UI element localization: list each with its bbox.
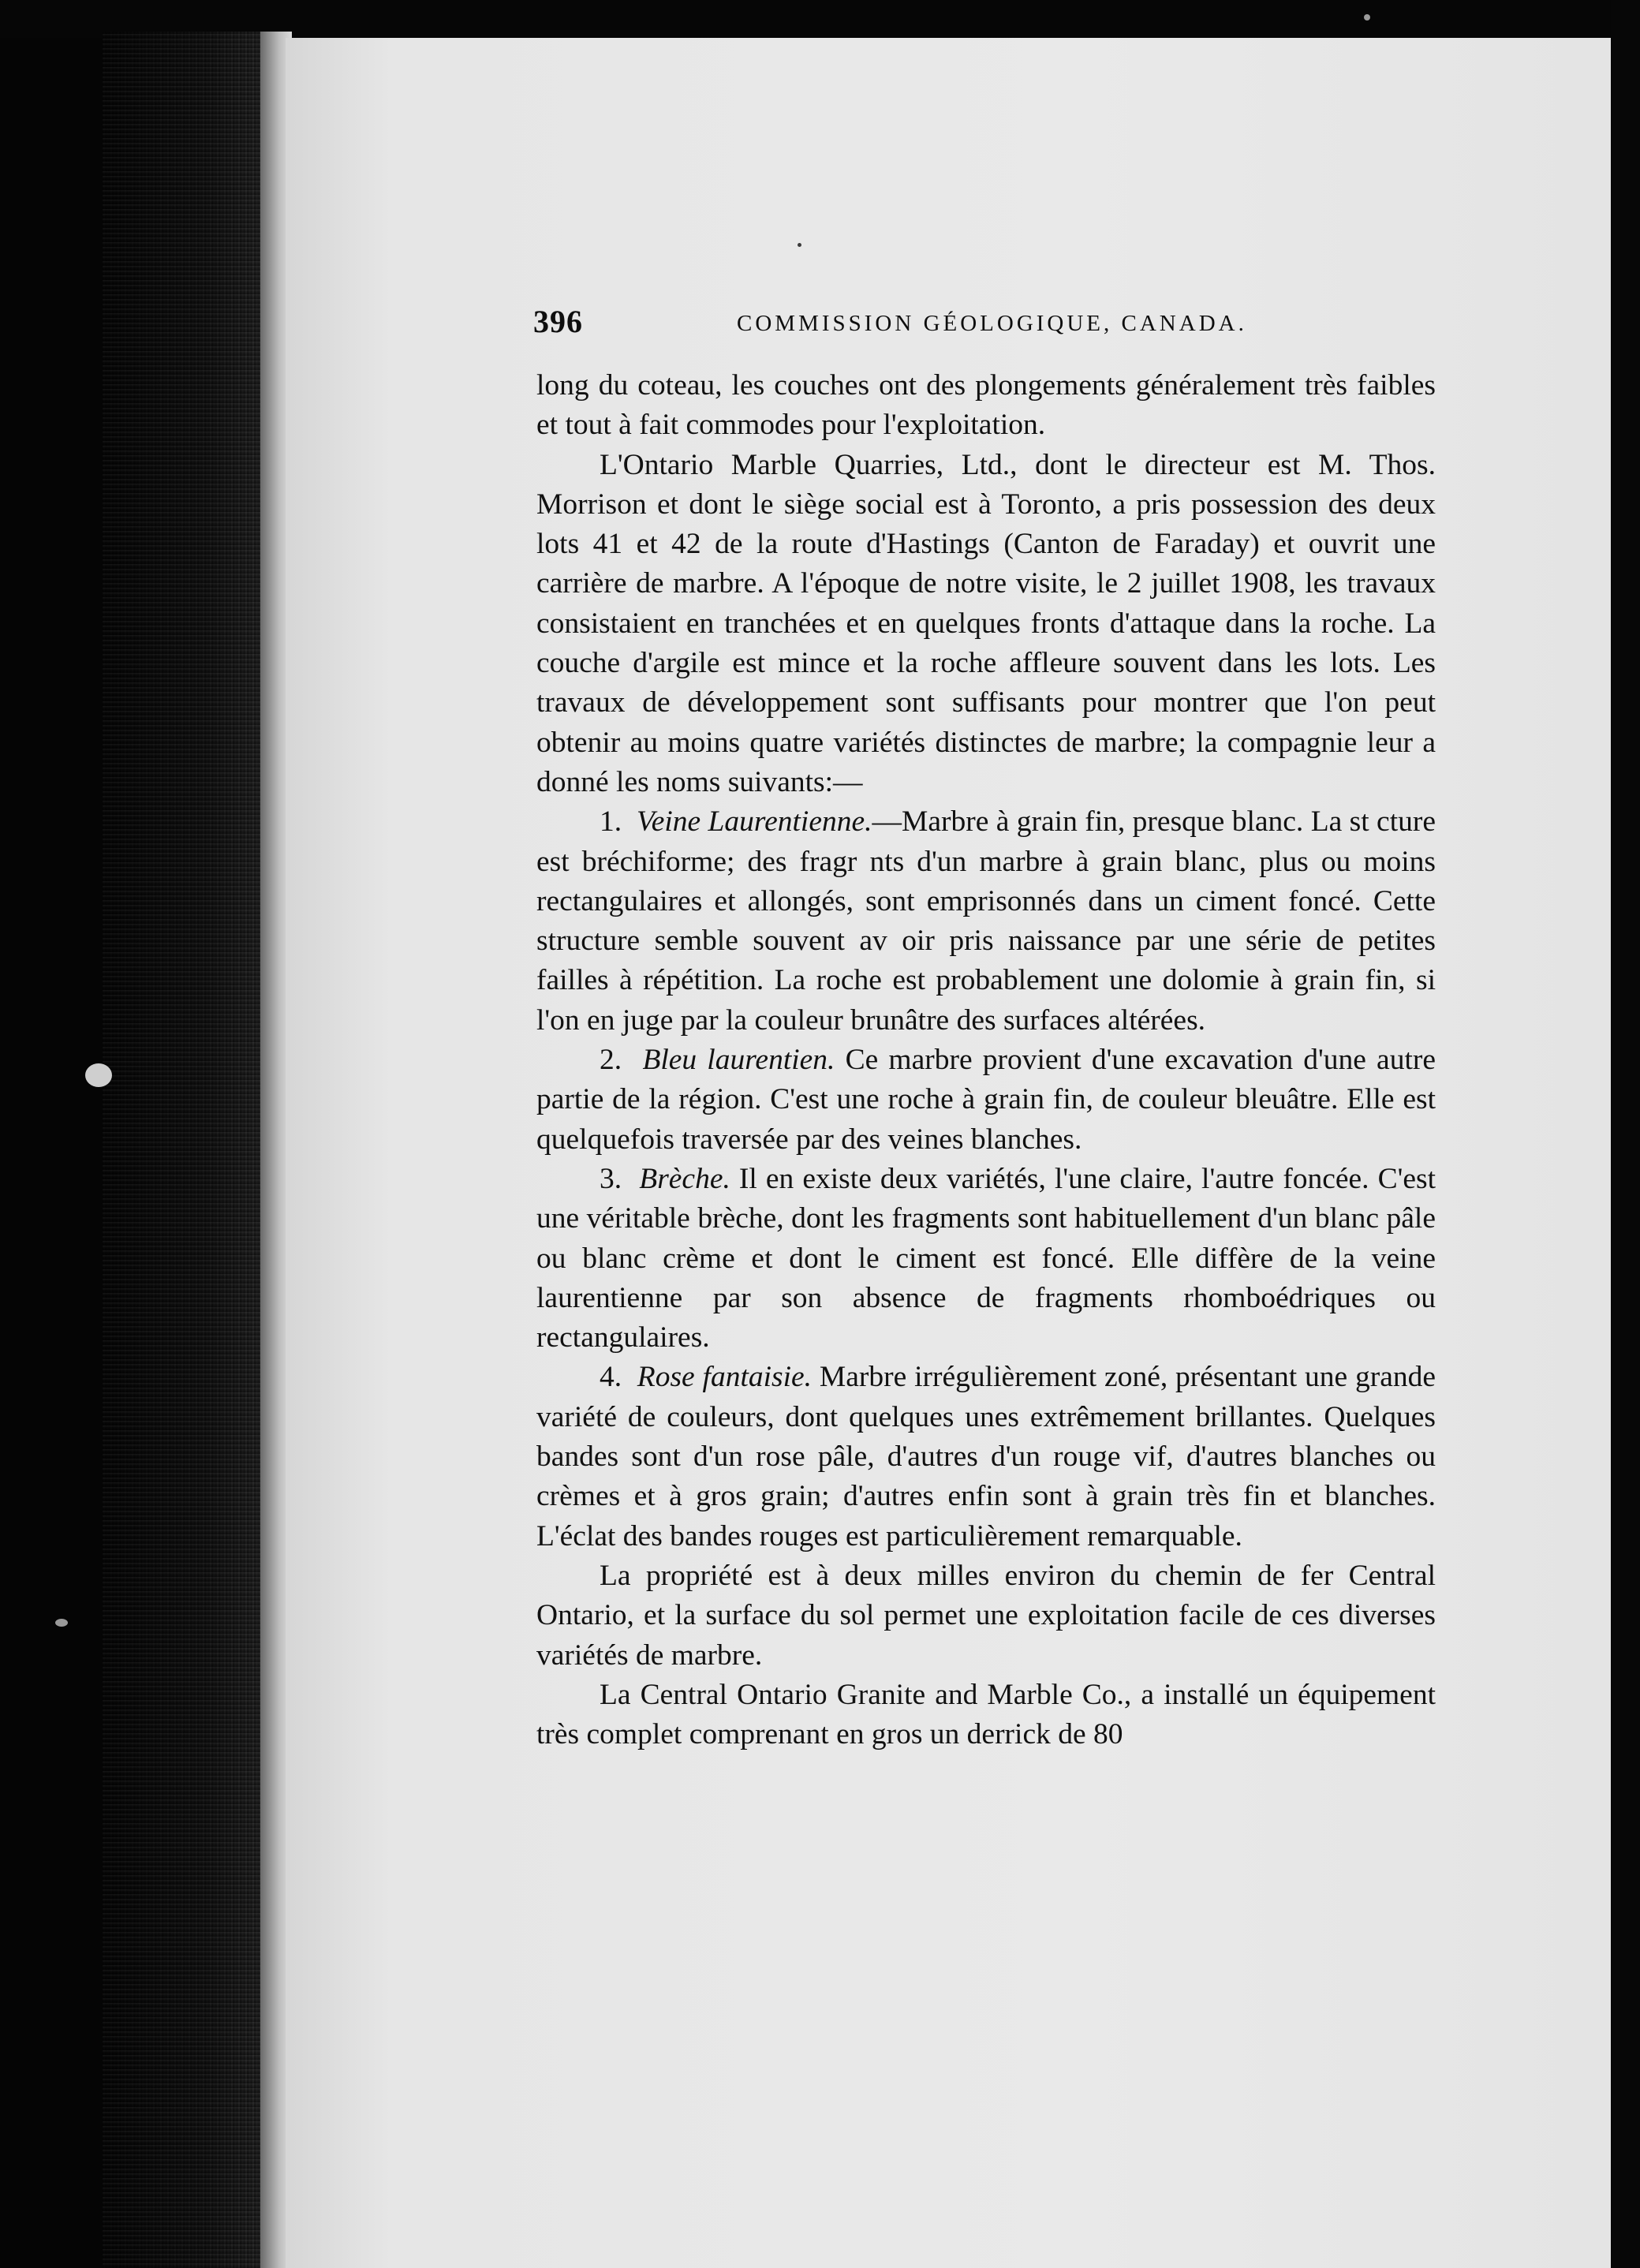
list-item [536, 1160, 1436, 1358]
scan-speck [55, 1619, 68, 1627]
paragraph: La propriété est à deux milles environ du chemin de fer Central Ontario, et la surface du sol permet une exploitation facile de ces diverses variétés de marbre. [536, 1559, 1436, 1672]
page-number: 396 [533, 304, 583, 339]
running-head: COMMISSION GÉOLOGIQUE, CANADA. [737, 311, 1247, 336]
item-title: Rose fantaisie. [637, 1361, 813, 1394]
paragraph: long du coteau, les couches ont des plongements généralement très faibles et tout à fait commodes pour l'exploitation. [536, 369, 1436, 442]
item-text: Marbre irrégulièrement zoné, présentant une grande variété de couleurs, dont quelques unes extrêmement brillantes. Quelques bandes sont d'un rose pâle, d'autres d'un rouge vif, d'autres blanches ou crèmes et à gros grain; d'autres enfin sont à grain très fin et blanches. L'éclat des bandes rouges est particulièrement remarquable. [536, 1361, 1436, 1552]
paragraph: La Central Ontario Granite and Marble Co., a installé un équipement très complet comprenant en gros un derrick de 80 [536, 1678, 1436, 1751]
list-item [536, 1358, 1436, 1556]
item-title: Veine Laurentienne. [636, 805, 872, 839]
list-item [536, 802, 1436, 1041]
item-text: Ce marbre provient d'une excavation d'une autre partie de la région. C'est une roche à grain fin, de couleur bleuâtre. Elle est quelquefois traversée par des veines blanches. [536, 1044, 1436, 1156]
book-gutter [103, 32, 276, 2268]
item-text: Il en existe deux variétés, l'une claire, l'autre foncée. C'est une véritable brèche, dont les fragments sont habituellement d'un blanc pâle ou blanc crème et dont le ciment est foncé. Elle diffère de la veine laurentienne par son absence de fragments rhomboédriques ou rectangulaires. [536, 1162, 1436, 1354]
item-text: —Marbre à grain fin, presque blanc. La st cture est bréchiforme; des fragr nts d'un marbre à grain blanc, plus ou moins rectangulaires et allongés, sont emprisonnés dans un ciment foncé. Cette structure semble souvent av oir pris naissance par une série de petites failles à répétition. La roche est probablement une dolomie à grain fin, si l'on en juge par la couleur brunâtre des surfaces altérées. [536, 805, 1436, 1037]
item-number: 2. [600, 1044, 622, 1077]
scan-border-right [1611, 0, 1640, 2268]
scan-speck [85, 1063, 112, 1087]
item-number: 4. [600, 1361, 622, 1394]
scan-speck [1364, 14, 1370, 21]
item-title: Brèche. [639, 1162, 730, 1195]
page-header [533, 303, 1433, 342]
scan-speck [798, 243, 801, 247]
item-number: 3. [600, 1162, 622, 1195]
paragraph: L'Ontario Marble Quarries, Ltd., dont le directeur est M. Thos. Morrison et dont le siège social est à Toronto, a pris possession des deux lots 41 et 42 de la route d'Hastings (Canton de Faraday) et ouvrit une carrière de marbre. A l'époque de notre visite, le 2 juillet 1908, les travaux consistaient en tranchées et en quelques fronts d'attaque dans la roche. La couche d'argile est mince et la roche affleure souvent dans les lots. Les travaux de développement sont suffisants pour montrer que l'on peut obtenir au moins quatre variétés distinctes de marbre; la compagnie leur a donné les noms suivants:— [536, 448, 1436, 798]
item-number: 1. [600, 805, 622, 839]
body-text [536, 366, 1436, 1754]
item-title: Bleu laurentien. [642, 1044, 835, 1077]
list-item [536, 1041, 1436, 1160]
